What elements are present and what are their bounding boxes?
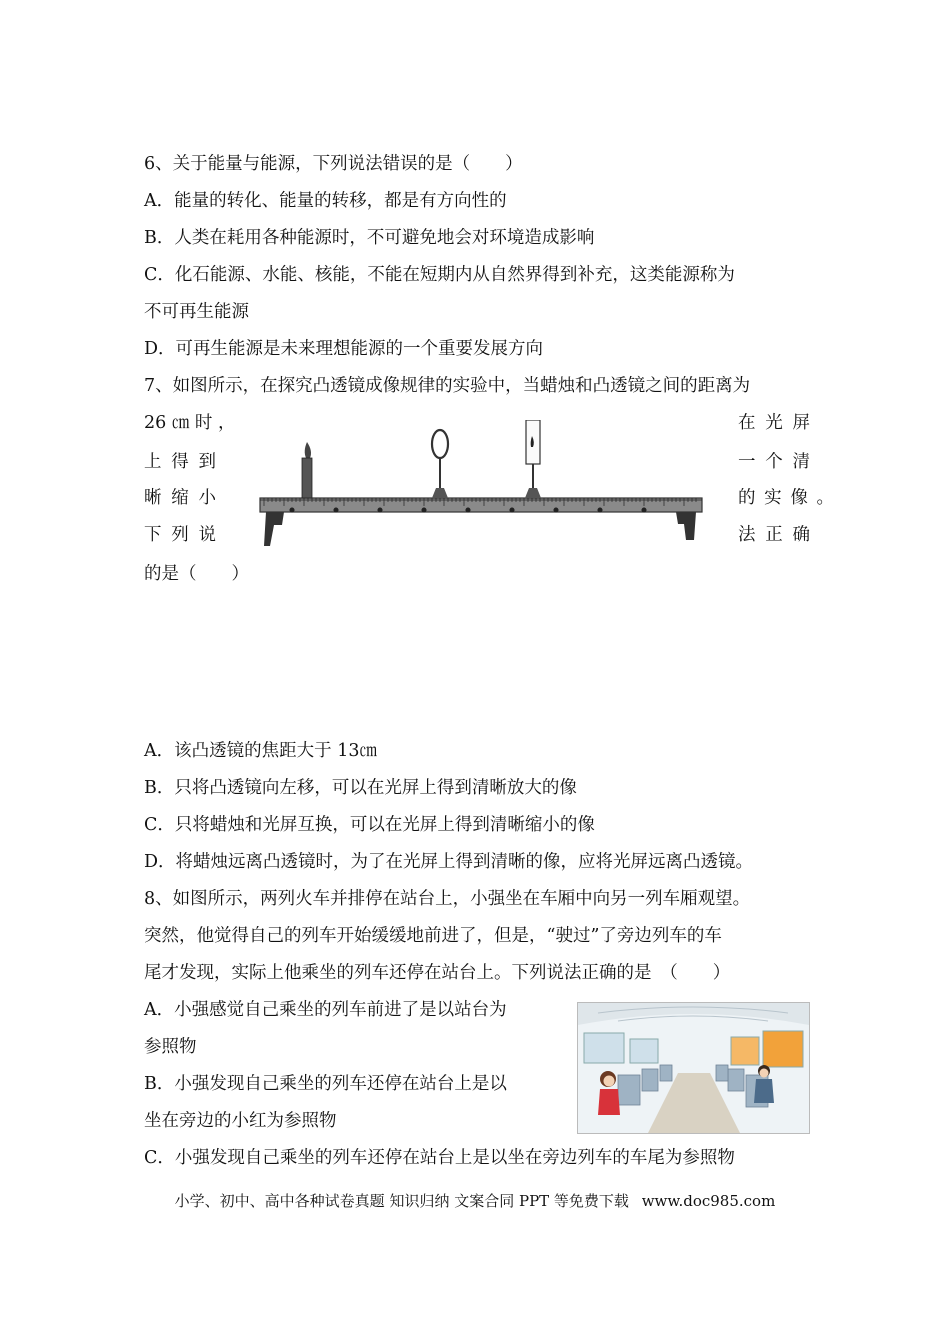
char: 到 [198, 452, 216, 472]
q6-option-c-line1: C．化石能源、水能、核能，不能在短期内从自然界得到补充，这类能源称为 [144, 265, 735, 285]
char: 上 [144, 452, 162, 472]
q8-option-c: C．小强发现自己乘坐的列车还停在站台上是以坐在旁边列车的车尾为参照物 [144, 1148, 735, 1168]
q8-stem-line2: 突然，他觉得自己的列车开始缓缓地前进了，但是，“驶过”了旁边列车的车 [144, 926, 722, 946]
footer-url[interactable]: www.doc985.com [641, 1192, 776, 1210]
bench-peg [554, 508, 558, 512]
char: 晰 [144, 488, 162, 508]
q6-option-c-line2: 不可再生能源 [144, 302, 249, 322]
optical-bench-figure [256, 420, 706, 552]
q7-left-fragment-1 [144, 411, 235, 435]
footer-text: 小学、初中、高中各种试卷真题 知识归纳 文案合同 PPT 等免费下载 [174, 1192, 629, 1210]
q8-option-a-line1: A．小强感觉自己乘坐的列车前进了是以站台为 [144, 1000, 507, 1020]
char: 下 [144, 525, 162, 545]
bench-peg [422, 508, 426, 512]
char: 得 [171, 452, 189, 472]
q7-right-fragment-4 [738, 523, 810, 547]
bench-peg [466, 508, 470, 512]
bench-leg-right [676, 512, 696, 540]
q6-option-d: D．可再生能源是未来理想能源的一个重要发展方向 [144, 339, 544, 359]
char: 清 [792, 452, 810, 472]
page-footer [0, 1190, 950, 1211]
q7-left-fragment-3 [144, 486, 216, 510]
char: 缩 [171, 488, 189, 508]
q6-stem: 6、关于能量与能源，下列说法错误的是（ ） [144, 154, 523, 174]
q8-stem-line3: 尾才发现，实际上他乘坐的列车还停在站台上。下列说法正确的是 （ ） [144, 963, 731, 983]
bench-peg [510, 508, 514, 512]
convex-lens [432, 430, 448, 498]
char: 光 [765, 413, 783, 433]
char: 实 [764, 488, 782, 508]
q8-option-b-line2: 坐在旁边的小红为参照物 [144, 1111, 337, 1131]
light-screen [525, 420, 541, 498]
q7-option-c: C．只将蜡烛和光屏互换，可以在光屏上得到清晰缩小的像 [144, 815, 595, 835]
char: 个 [765, 452, 783, 472]
candle [302, 442, 312, 498]
bench-peg [598, 508, 602, 512]
q7-option-b: B．只将凸透镜向左移，可以在光屏上得到清晰放大的像 [144, 778, 577, 798]
q7-left-fragment-4 [144, 523, 216, 547]
q8-option-b-line1: B．小强发现自己乘坐的列车还停在站台上是以 [144, 1074, 507, 1094]
char: 像 [790, 488, 808, 508]
char: 列 [171, 525, 189, 545]
bench-leg-left [264, 512, 284, 546]
q7-right-fragment-2 [738, 450, 810, 474]
char: 正 [765, 525, 783, 545]
char: 法 [738, 525, 756, 545]
bench-peg [334, 508, 338, 512]
char: 。 [816, 488, 834, 508]
bench-peg [290, 508, 294, 512]
char: 一 [738, 452, 756, 472]
q8-stem-line1: 8、如图所示，两列火车并排停在站台上，小强坐在车厢中向另一列车厢观望。 [144, 889, 751, 909]
q7-option-a: A．该凸透镜的焦距大于 13㎝ [144, 741, 377, 761]
q8-option-a-line2: 参照物 [144, 1037, 197, 1057]
char: 在 [738, 413, 756, 433]
char: 确 [792, 525, 810, 545]
q6-option-b: B．人类在耗用各种能源时，不可避免地会对环境造成影响 [144, 228, 595, 248]
q7-stem-line1: 7、如图所示，在探究凸透镜成像规律的实验中，当蜡烛和凸透镜之间的距离为 [144, 376, 751, 396]
q7-right-fragment-3 [738, 486, 834, 510]
char: 的 [738, 488, 756, 508]
q6-option-a: A．能量的转化、能量的转移，都是有方向性的 [144, 191, 507, 211]
q7-right-fragment-1 [738, 411, 810, 435]
q7-option-d: D．将蜡烛远离凸透镜时，为了在光屏上得到清晰的像，应将光屏远离凸透镜。 [144, 852, 754, 872]
q7-left-text: 26 ㎝ 时 ， [144, 413, 236, 433]
char: 小 [198, 488, 216, 508]
bench-peg [642, 508, 646, 512]
char: 说 [198, 525, 216, 545]
q7-stem-end: 的是（ ） [144, 564, 249, 584]
train-interior-image [577, 1002, 810, 1134]
q7-left-fragment-2 [144, 450, 216, 474]
char: 屏 [792, 413, 810, 433]
bench-peg [378, 508, 382, 512]
